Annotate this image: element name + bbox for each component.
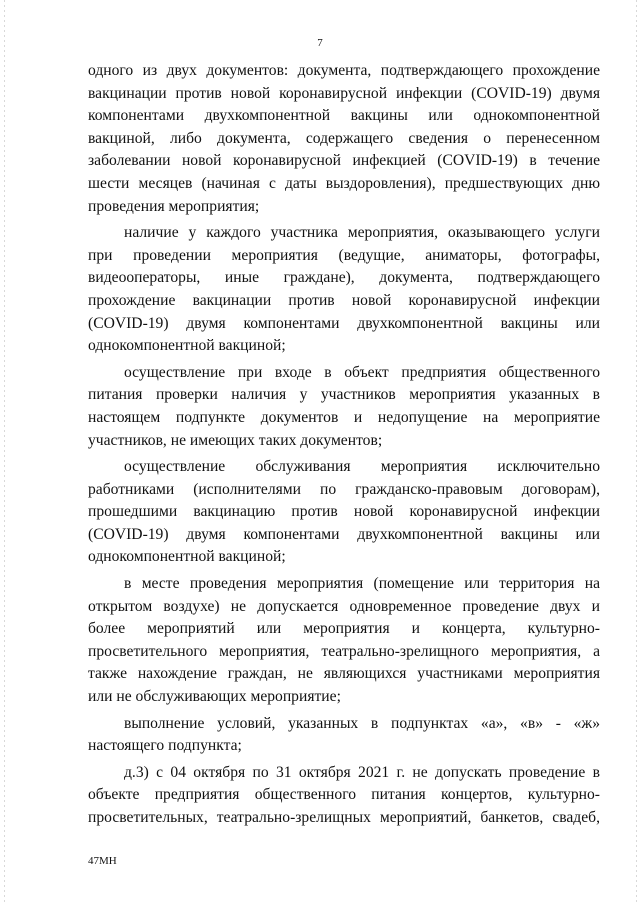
text-line: однокомпонентной вакциной;	[88, 337, 286, 355]
text-line: одного из двух документов: документа, подтверждающего прохождение	[88, 62, 600, 79]
text-line: (COVID-19) двумя компонентами двухкомпонентной вакцины или	[88, 314, 600, 332]
text-line: работниками (исполнителями по гражданско-правовым договорам),	[88, 480, 600, 498]
paragraph	[88, 573, 600, 709]
footer-document-code: 47МН	[88, 855, 117, 867]
text-line: (COVID-19) двумя компонентами двухкомпонентной вакцины или	[88, 525, 600, 543]
text-line: заболевании новой коронавирусной инфекцией (COVID-19) в течение	[88, 152, 600, 170]
text-line: объекте предприятия общественного питания концертов, культурно-	[88, 786, 600, 804]
text-line: осуществление обслуживания мероприятия исключительно	[124, 458, 600, 476]
paragraph	[88, 60, 600, 218]
text-line: прошедшими вакцинацию против новой коронавирусной инфекции	[88, 503, 600, 521]
text-line: питания проверки наличия у участников мероприятия указанных в	[88, 386, 600, 404]
paragraph	[88, 713, 600, 758]
text-line: настоящего подпункта;	[88, 737, 242, 755]
text-line: видеооператоры, иные граждане), документа, подтверждающего	[88, 269, 600, 287]
scan-edge-left	[4, 0, 5, 905]
text-line: осуществление при входе в объект предприятия общественного	[124, 363, 600, 381]
text-line: при проведении мероприятия (ведущие, аниматоры, фотографы,	[88, 246, 600, 264]
paragraph	[88, 362, 600, 452]
paragraph	[88, 762, 600, 830]
text-line: настоящем подпункте документов и недопущение на мероприятие	[88, 408, 600, 426]
text-line: открытом воздухе) не допускается одновременное проведение двух и	[88, 597, 600, 615]
paragraph	[88, 456, 600, 569]
scan-edge-right	[636, 0, 637, 905]
text-line: прохождение вакцинации против новой коронавирусной инфекции	[88, 291, 600, 309]
text-line: также нахождение граждан, не являющихся участниками мероприятия	[88, 665, 600, 683]
text-line: компонентами двухкомпонентной вакцины или однокомпонентной	[88, 107, 600, 125]
document-body	[88, 60, 600, 834]
text-line: просветительных, театрально-зрелищных мероприятий, банкетов, свадеб,	[88, 809, 600, 826]
text-line: вакциной, либо документа, содержащего сведения о перенесенном	[88, 129, 600, 147]
text-line: однокомпонентной вакциной;	[88, 548, 286, 566]
text-line: наличие у каждого участника мероприятия, оказывающего услуги	[124, 224, 600, 242]
text-line: или не обслуживающих мероприятие;	[88, 688, 341, 706]
paragraph	[88, 222, 600, 358]
text-line: вакцинации против новой коронавирусной инфекции (COVID-19) двумя	[88, 84, 600, 102]
text-line: шести месяцев (начиная с даты выздоровления), предшествующих дню	[88, 174, 600, 192]
text-line: просветительного мероприятия, театрально-зрелищного мероприятия, а	[88, 642, 600, 660]
page-number: 7	[317, 37, 323, 49]
text-line: д.3) с 04 октября по 31 октября 2021 г. не допускать проведение в	[124, 763, 600, 781]
text-line: выполнение условий, указанных в подпунктах «а», «в» - «ж»	[124, 714, 600, 732]
text-line: участников, не имеющих таких документов;	[88, 431, 383, 449]
text-line: в месте проведения мероприятия (помещение или территория на	[124, 575, 600, 593]
text-line: более мероприятий или мероприятия и концерта, культурно-	[88, 620, 600, 638]
text-line: проведения мероприятия;	[88, 197, 260, 215]
